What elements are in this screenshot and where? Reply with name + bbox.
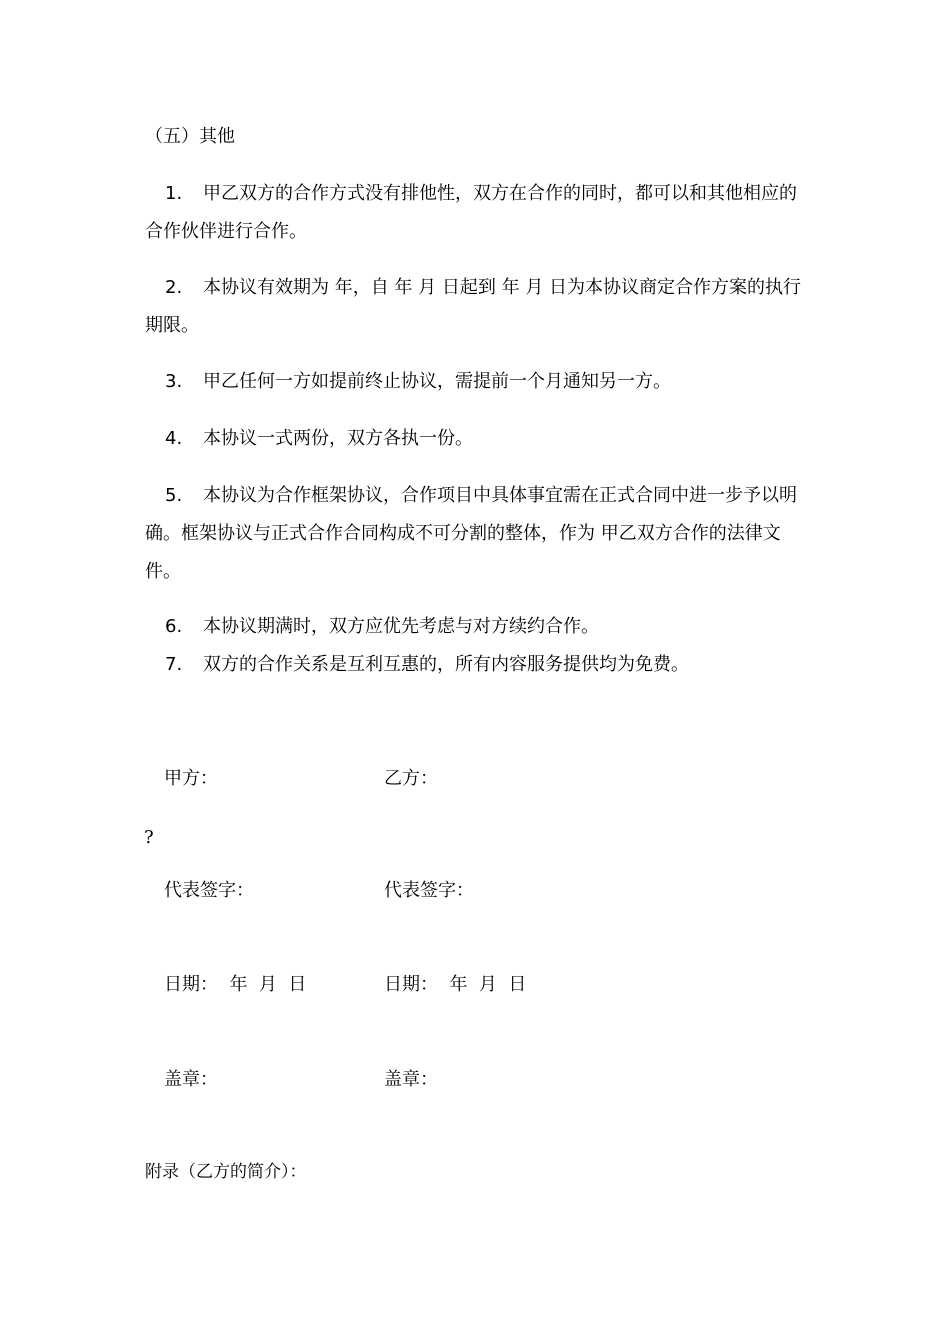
party-a-date-label: 日期： 年 月 日 <box>164 974 307 995</box>
clause-7-number: 7. <box>165 654 183 675</box>
clause-2 <box>145 269 810 345</box>
clause-3 <box>145 363 810 401</box>
clause-5-number: 5. <box>165 485 183 506</box>
clause-1-number: 1. <box>165 183 183 204</box>
clause-3-number: 3. <box>165 371 183 392</box>
clause-5 <box>145 477 810 591</box>
clause-1 <box>145 175 810 251</box>
clause-6 <box>145 608 810 646</box>
party-b-label: 乙方： <box>384 768 438 789</box>
stray-question-mark: ? <box>144 827 154 848</box>
clause-4 <box>145 420 810 458</box>
clause-2-number: 2. <box>165 277 183 298</box>
clause-7-text: 双方的合作关系是互利互惠的，所有内容服务提供均为免费。 <box>203 654 689 675</box>
section-title: （五）其他 <box>145 126 235 147</box>
party-a-label: 甲方： <box>164 768 218 789</box>
clause-4-text: 本协议一式两份，双方各执一份。 <box>203 428 473 449</box>
clause-5-text: 本协议为合作框架协议，合作项目中具体事宜需在正式合同中进一步予以明确。框架协议与正式合作合同构成不可分割的整体，作为 甲乙双方合作的法律文件。 <box>145 485 797 582</box>
party-b-seal-label: 盖章： <box>384 1069 438 1090</box>
clause-7 <box>145 646 810 684</box>
appendix-heading: 附录（乙方的简介）： <box>145 1162 307 1182</box>
party-b-representative-label: 代表签字： <box>384 880 474 901</box>
party-a-representative-label: 代表签字： <box>164 880 254 901</box>
clause-3-text: 甲乙任何一方如提前终止协议，需提前一个月通知另一方。 <box>203 371 671 392</box>
clause-6-text: 本协议期满时，双方应优先考虑与对方续约合作。 <box>203 616 599 637</box>
party-a-seal-label: 盖章： <box>164 1069 218 1090</box>
clause-1-text: 甲乙双方的合作方式没有排他性，双方在合作的同时，都可以和其他相应的合作伙伴进行合作。 <box>145 183 797 242</box>
clause-4-number: 4. <box>165 428 183 449</box>
party-b-date-label: 日期： 年 月 日 <box>384 974 527 995</box>
clause-2-text: 本协议有效期为 年，自 年 月 日起到 年 月 日为本协议商定合作方案的执行期限。 <box>145 277 802 336</box>
clause-6-number: 6. <box>165 616 183 637</box>
